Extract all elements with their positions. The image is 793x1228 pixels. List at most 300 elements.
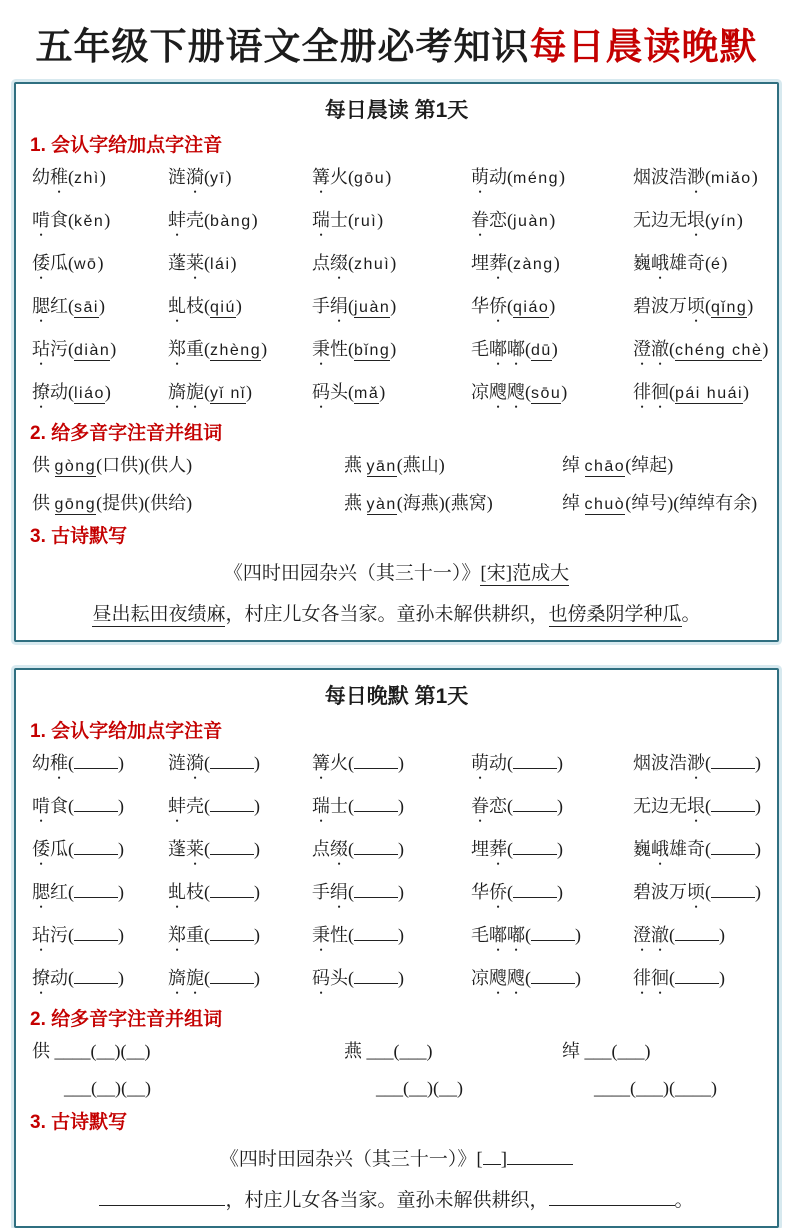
- pinyin-text: qǐng: [711, 299, 748, 316]
- word-char: 缀: [330, 839, 348, 860]
- evening-polyphone-row-2: [32, 1076, 763, 1100]
- word-char: 眷: [471, 796, 489, 817]
- answer-blank: [210, 925, 254, 941]
- word-blank-item: 郑重( ): [168, 925, 260, 946]
- word-char: 撩: [32, 968, 50, 989]
- word-pinyin-item: 旖旎(yǐ nǐ): [168, 382, 252, 402]
- word-char: 篝: [312, 167, 330, 187]
- word-char: 浩: [669, 753, 687, 774]
- answer-blank: [354, 753, 398, 769]
- polyphone-item: [344, 491, 562, 516]
- word-char: 玷: [32, 339, 50, 359]
- word-text: [312, 796, 348, 816]
- word-text: [312, 839, 348, 859]
- polyphone-blank-item: ____(___)(____): [594, 1078, 717, 1099]
- word-char: 壳: [186, 210, 204, 230]
- word-char: 火: [330, 753, 348, 774]
- word-text: [168, 339, 204, 359]
- word-blank-item: 烟波浩渺( ): [633, 753, 761, 774]
- word-pinyin-item: 郑重(zhèng): [168, 339, 268, 359]
- polyphone-char: 供: [32, 455, 55, 475]
- word-char: 涟: [168, 753, 186, 774]
- answer-blank: [531, 968, 575, 984]
- polyphone-words: (绰起): [625, 455, 674, 475]
- word-pinyin-item: 倭瓜(wō): [32, 253, 104, 273]
- evening-section-2-title: 2. 给多音字注音并组词: [30, 1009, 223, 1031]
- word-char: 倭: [32, 839, 50, 860]
- word-char: 埋: [471, 253, 489, 273]
- word-char: 腮: [32, 296, 50, 316]
- evening-section-1-title: 1. 会认字给加点字注音: [30, 721, 223, 743]
- word-char: 稚: [50, 167, 68, 187]
- word-text: [168, 382, 204, 402]
- word-char: 万: [669, 296, 687, 316]
- polyphone-words: (燕山): [396, 455, 445, 475]
- word-blank-item: 点缀( ): [312, 839, 404, 860]
- answer-blank: [74, 882, 118, 898]
- polyphone-blank-item: ___(__)(__): [64, 1078, 151, 1099]
- word-char: 澄: [633, 339, 651, 359]
- word-char: 嘟: [507, 339, 525, 359]
- pinyin-text: kěn: [74, 213, 105, 230]
- word-pinyin-item: 毛嘟嘟(dū): [471, 339, 558, 359]
- word-pinyin-item: 瑞士(ruì): [312, 210, 384, 230]
- word-char: 波: [651, 882, 669, 903]
- polyphone-pinyin: chāo: [584, 458, 626, 475]
- word-text: [312, 296, 348, 316]
- answer-blank: [711, 796, 755, 812]
- word-pinyin-item: 华侨(qiáo): [471, 296, 556, 316]
- word-text: [32, 753, 68, 773]
- word-char: 徊: [651, 382, 669, 402]
- word-char: 红: [50, 882, 68, 903]
- polyphone-item: [344, 453, 562, 478]
- word-char: 烟: [633, 753, 651, 774]
- word-char: 嘟: [489, 925, 507, 946]
- word-char: 幼: [32, 167, 50, 187]
- word-text: [633, 210, 705, 230]
- word-char: 顷: [687, 882, 705, 903]
- word-char: 红: [50, 296, 68, 316]
- word-char: 绢: [330, 296, 348, 316]
- pinyin-text: liáo: [74, 385, 105, 402]
- answer-blank: [210, 839, 254, 855]
- word-char: 侨: [489, 296, 507, 316]
- answer-blank: [711, 882, 755, 898]
- word-text: [168, 253, 204, 273]
- word-text: [633, 296, 705, 316]
- word-char: 万: [669, 882, 687, 903]
- word-char: 葬: [489, 253, 507, 273]
- word-char: 重: [186, 339, 204, 359]
- word-text: [633, 253, 705, 273]
- pinyin-text: diàn: [74, 342, 111, 359]
- word-text: [168, 882, 204, 902]
- word-char: 峨: [651, 839, 669, 860]
- word-char: 华: [471, 296, 489, 316]
- word-char: 毛: [471, 339, 489, 359]
- polyphone-char: 绰: [562, 492, 585, 513]
- word-pinyin-item: 篝火(gōu): [312, 167, 392, 187]
- morning-poem: [30, 558, 763, 626]
- answer-blank: [210, 796, 254, 812]
- word-blank-item: 碧波万顷( ): [633, 882, 761, 903]
- page-title-red: 每日晨读晚默: [529, 26, 758, 67]
- word-pinyin-item: 巍峨雄奇(é): [633, 253, 728, 273]
- word-char: 火: [330, 167, 348, 187]
- word-blank-item: 虬枝( ): [168, 882, 260, 903]
- word-char: 埋: [471, 839, 489, 860]
- word-char: 性: [330, 339, 348, 359]
- word-char: 峨: [651, 253, 669, 273]
- word-blank-item: 倭瓜( ): [32, 839, 124, 860]
- word-blank-item: 华侨( ): [471, 882, 563, 903]
- word-text: [471, 925, 525, 945]
- word-char: 腮: [32, 882, 50, 903]
- word-char: 瓜: [50, 253, 68, 273]
- word-char: 垠: [687, 210, 705, 230]
- word-char: 枝: [186, 296, 204, 316]
- word-text: [168, 296, 204, 316]
- word-text: [633, 382, 669, 402]
- word-text: [471, 753, 507, 773]
- word-text: [32, 796, 68, 816]
- word-text: [168, 796, 204, 816]
- word-text: [471, 296, 507, 316]
- word-char: 玷: [32, 925, 50, 946]
- polyphone-pinyin: chuò: [584, 495, 626, 513]
- polyphone-char: 燕: [344, 492, 367, 513]
- polyphone-pinyin: yān: [366, 458, 397, 475]
- word-char: 渺: [687, 167, 705, 187]
- pinyin-text: yǐ nǐ: [210, 385, 246, 402]
- word-text: [471, 796, 507, 816]
- answer-blank: [354, 839, 398, 855]
- polyphone-blank-item: ___(__)(__): [376, 1078, 463, 1099]
- answer-blank: [354, 882, 398, 898]
- word-char: 恋: [489, 210, 507, 230]
- word-char: 瓜: [50, 839, 68, 860]
- word-char: 葬: [489, 839, 507, 860]
- answer-blank: [675, 968, 719, 984]
- word-char: 瑞: [312, 210, 330, 230]
- word-char: 秉: [312, 925, 330, 946]
- word-blank-item: 无边无垠( ): [633, 796, 761, 817]
- word-text: [633, 925, 669, 945]
- word-char: 士: [330, 210, 348, 230]
- word-text: [633, 796, 705, 816]
- pinyin-text: méng: [513, 170, 560, 187]
- word-blank-item: 幼稚( ): [32, 753, 124, 774]
- word-text: [312, 210, 348, 230]
- word-char: 动: [489, 167, 507, 187]
- word-blank-item: 凉飕飕( ): [471, 968, 581, 989]
- page-title-black: 五年级下册语文全册必考知识: [35, 26, 530, 67]
- answer-blank: [74, 925, 118, 941]
- word-text: [633, 882, 705, 902]
- word-char: 碧: [633, 882, 651, 903]
- word-char: 嘟: [489, 339, 507, 359]
- word-char: 郑: [168, 339, 186, 359]
- word-char: 飕: [507, 382, 525, 402]
- morning-section-1-title: 1. 会认字给加点字注音: [30, 135, 223, 156]
- answer-blank: [675, 925, 719, 941]
- word-char: 漪: [186, 167, 204, 187]
- poem-text-segment: ，村庄儿女各当家。童孙未解供耕织，: [225, 1189, 549, 1211]
- word-char: 枝: [186, 882, 204, 903]
- word-char: 幼: [32, 753, 50, 774]
- word-pinyin-item: 凉飕飕(sōu): [471, 382, 568, 402]
- word-char: 士: [330, 796, 348, 817]
- word-pinyin-item: 无边无垠(yín): [633, 210, 743, 230]
- polyphone-item: [562, 491, 763, 516]
- word-char: 浩: [669, 167, 687, 187]
- word-blank-item: 码头( ): [312, 968, 404, 989]
- poem-text-segment: 。: [681, 604, 701, 626]
- evening-poem-title: [30, 1144, 763, 1171]
- pinyin-text: dū: [531, 342, 552, 359]
- word-pinyin-item: 埋葬(zàng): [471, 253, 560, 273]
- word-char: 边: [651, 796, 669, 817]
- word-char: 边: [651, 210, 669, 230]
- word-text: [168, 839, 204, 859]
- pinyin-text: sōu: [531, 385, 562, 402]
- poem-text-segment: ]: [500, 1148, 508, 1170]
- word-char: 缀: [330, 253, 348, 273]
- word-char: 绢: [330, 882, 348, 903]
- polyphone-char: 供: [32, 492, 55, 513]
- word-text: [471, 839, 507, 859]
- pinyin-text: zhì: [74, 170, 100, 187]
- word-blank-item: 蓬莱( ): [168, 839, 260, 860]
- polyphone-item: [32, 453, 344, 478]
- word-text: [32, 839, 68, 859]
- pinyin-text: juàn: [354, 299, 391, 316]
- polyphone-blank-item: 燕 ___(___): [344, 1041, 433, 1062]
- pinyin-text: zhèng: [210, 342, 262, 359]
- answer-blank: [513, 796, 557, 812]
- word-char: 蚌: [168, 210, 186, 230]
- pinyin-text: yī: [210, 170, 226, 187]
- word-blank-item: 篝火( ): [312, 753, 404, 774]
- polyphone-blank-item: 供 ____(__)(__): [32, 1041, 151, 1062]
- word-blank-item: 澄澈( ): [633, 925, 725, 946]
- pinyin-text: bǐng: [354, 342, 391, 359]
- word-text: [32, 253, 68, 273]
- word-char: 撩: [32, 382, 50, 402]
- word-blank-item: 巍峨雄奇( ): [633, 839, 761, 860]
- polyphone-words: (海燕)(燕窝): [396, 492, 493, 513]
- word-char: 无: [633, 796, 651, 817]
- word-char: 动: [50, 382, 68, 402]
- poem-blank: [483, 1146, 501, 1165]
- word-text: [312, 339, 348, 359]
- word-char: 头: [330, 968, 348, 989]
- word-pinyin-item: 点缀(zhuì): [312, 253, 397, 273]
- word-text: [633, 339, 669, 359]
- answer-blank: [74, 753, 118, 769]
- word-char: 飕: [507, 968, 525, 989]
- word-char: 奇: [687, 839, 705, 860]
- word-char: 飕: [489, 968, 507, 989]
- pinyin-text: pái huái: [675, 385, 744, 402]
- word-blank-item: 徘徊( ): [633, 968, 725, 989]
- word-char: 污: [50, 925, 68, 946]
- word-text: [312, 253, 348, 273]
- morning-sheet: [14, 82, 779, 642]
- polyphone-item: [32, 491, 344, 516]
- poem-text-segment: ，村庄儿女各当家。童孙未解供耕织，: [225, 604, 549, 626]
- word-char: 巍: [633, 253, 651, 273]
- answer-blank: [74, 796, 118, 812]
- word-blank-item: 涟漪( ): [168, 753, 260, 774]
- poem-blank: [99, 1187, 225, 1206]
- word-pinyin-item: 啃食(kěn): [32, 210, 111, 230]
- word-char: 徊: [651, 968, 669, 989]
- word-pinyin-item: 烟波浩渺(miǎo): [633, 167, 758, 187]
- word-char: 澄: [633, 925, 651, 946]
- pinyin-text: gōu: [354, 170, 386, 187]
- pinyin-text: qiú: [210, 299, 236, 316]
- word-char: 波: [651, 753, 669, 774]
- answer-blank: [711, 753, 755, 769]
- word-text: [312, 753, 348, 773]
- word-text: [633, 968, 669, 988]
- answer-blank: [513, 839, 557, 855]
- word-text: [312, 167, 348, 187]
- word-text: [312, 382, 348, 402]
- word-char: 污: [50, 339, 68, 359]
- answer-blank: [513, 753, 557, 769]
- word-char: 侨: [489, 882, 507, 903]
- evening-section-3-title: 3. 古诗默写: [30, 1111, 128, 1133]
- polyphone-pinyin: gòng: [54, 458, 97, 475]
- polyphone-words: (口供)(供人): [96, 455, 193, 475]
- word-char: 啃: [32, 210, 50, 230]
- word-char: 莱: [186, 253, 204, 273]
- word-text: [168, 753, 204, 773]
- word-char: 旖: [168, 968, 186, 989]
- word-text: [471, 210, 507, 230]
- pinyin-text: zhuì: [354, 256, 391, 273]
- morning-section-2-title: 2. 给多音字注音并组词: [30, 423, 223, 444]
- word-pinyin-item: 澄澈(chéng chè): [633, 339, 769, 359]
- word-char: 嘟: [507, 925, 525, 946]
- word-char: 澈: [651, 925, 669, 946]
- polyphone-char: 绰: [562, 455, 585, 475]
- pinyin-text: wō: [74, 256, 98, 273]
- word-text: [32, 382, 68, 402]
- polyphone-blank-item: 绰 ___(___): [562, 1041, 651, 1062]
- evening-word-grid: [32, 751, 763, 998]
- word-text: [471, 968, 525, 988]
- poem-text-segment: 也傍桑阴学种瓜: [548, 604, 682, 626]
- word-text: [633, 167, 705, 187]
- morning-poem-title: [30, 558, 763, 585]
- word-char: 虬: [168, 296, 186, 316]
- word-text: [168, 925, 204, 945]
- word-blank-item: 蚌壳( ): [168, 796, 260, 817]
- word-char: 虬: [168, 882, 186, 903]
- word-char: 倭: [32, 253, 50, 273]
- word-text: [168, 210, 204, 230]
- word-char: 萌: [471, 167, 489, 187]
- word-blank-item: 撩动( ): [32, 968, 124, 989]
- word-char: 手: [312, 296, 330, 316]
- word-char: 稚: [50, 753, 68, 774]
- word-pinyin-item: 涟漪(yī): [168, 167, 232, 187]
- polyphone-words: (绰号)(绰绰有余): [625, 492, 758, 513]
- evening-sheet-header: 每日晚默 第1天: [324, 685, 469, 709]
- answer-blank: [210, 968, 254, 984]
- word-char: 垠: [687, 796, 705, 817]
- poem-text-segment: 《四时田园杂兴（其三十一）》: [219, 1148, 477, 1170]
- word-char: 无: [669, 210, 687, 230]
- answer-blank: [711, 839, 755, 855]
- word-char: 旎: [186, 382, 204, 402]
- word-pinyin-item: 幼稚(zhì): [32, 167, 106, 187]
- poem-text-segment: 《四时田园杂兴（其三十一）》: [223, 563, 481, 585]
- word-char: 华: [471, 882, 489, 903]
- word-text: [471, 882, 507, 902]
- word-char: 壳: [186, 796, 204, 817]
- answer-blank: [354, 925, 398, 941]
- word-char: 食: [50, 210, 68, 230]
- morning-word-grid: [32, 165, 769, 412]
- word-char: 码: [312, 382, 330, 402]
- polyphone-item: [562, 453, 763, 478]
- answer-blank: [354, 968, 398, 984]
- word-char: 篝: [312, 753, 330, 774]
- morning-polyphone-grid: [32, 453, 763, 515]
- word-text: [312, 925, 348, 945]
- word-blank-item: 玷污( ): [32, 925, 124, 946]
- pinyin-text: ruì: [354, 213, 378, 230]
- word-pinyin-item: 手绢(juàn): [312, 296, 397, 316]
- pinyin-text: lái: [210, 256, 231, 273]
- word-char: 飕: [489, 382, 507, 402]
- word-text: [312, 968, 348, 988]
- word-char: 啃: [32, 796, 50, 817]
- word-pinyin-item: 碧波万顷(qǐng): [633, 296, 754, 316]
- polyphone-char: 燕: [344, 455, 367, 475]
- morning-sheet-header: 每日晨读 第1天: [324, 99, 469, 122]
- word-char: 渺: [687, 753, 705, 774]
- answer-blank: [210, 753, 254, 769]
- word-pinyin-item: 码头(mǎ): [312, 382, 386, 402]
- word-text: [32, 296, 68, 316]
- word-char: 毛: [471, 925, 489, 946]
- word-char: 点: [312, 839, 330, 860]
- evening-sheet: [14, 668, 779, 1228]
- answer-blank: [531, 925, 575, 941]
- word-blank-item: 毛嘟嘟( ): [471, 925, 581, 946]
- evening-polyphone-row-1: [32, 1039, 763, 1063]
- word-text: [633, 839, 705, 859]
- word-text: [32, 167, 68, 187]
- evening-poem-line: [30, 1185, 763, 1212]
- polyphone-pinyin: gōng: [54, 495, 97, 513]
- word-char: 雄: [669, 839, 687, 860]
- morning-section-3-title: 3. 古诗默写: [30, 526, 128, 548]
- word-blank-item: 萌动( ): [471, 753, 563, 774]
- page-title: [0, 16, 793, 70]
- word-char: 奇: [687, 253, 705, 273]
- word-char: 旎: [186, 968, 204, 989]
- word-char: 恋: [489, 796, 507, 817]
- word-text: [32, 882, 68, 902]
- word-char: 旖: [168, 382, 186, 402]
